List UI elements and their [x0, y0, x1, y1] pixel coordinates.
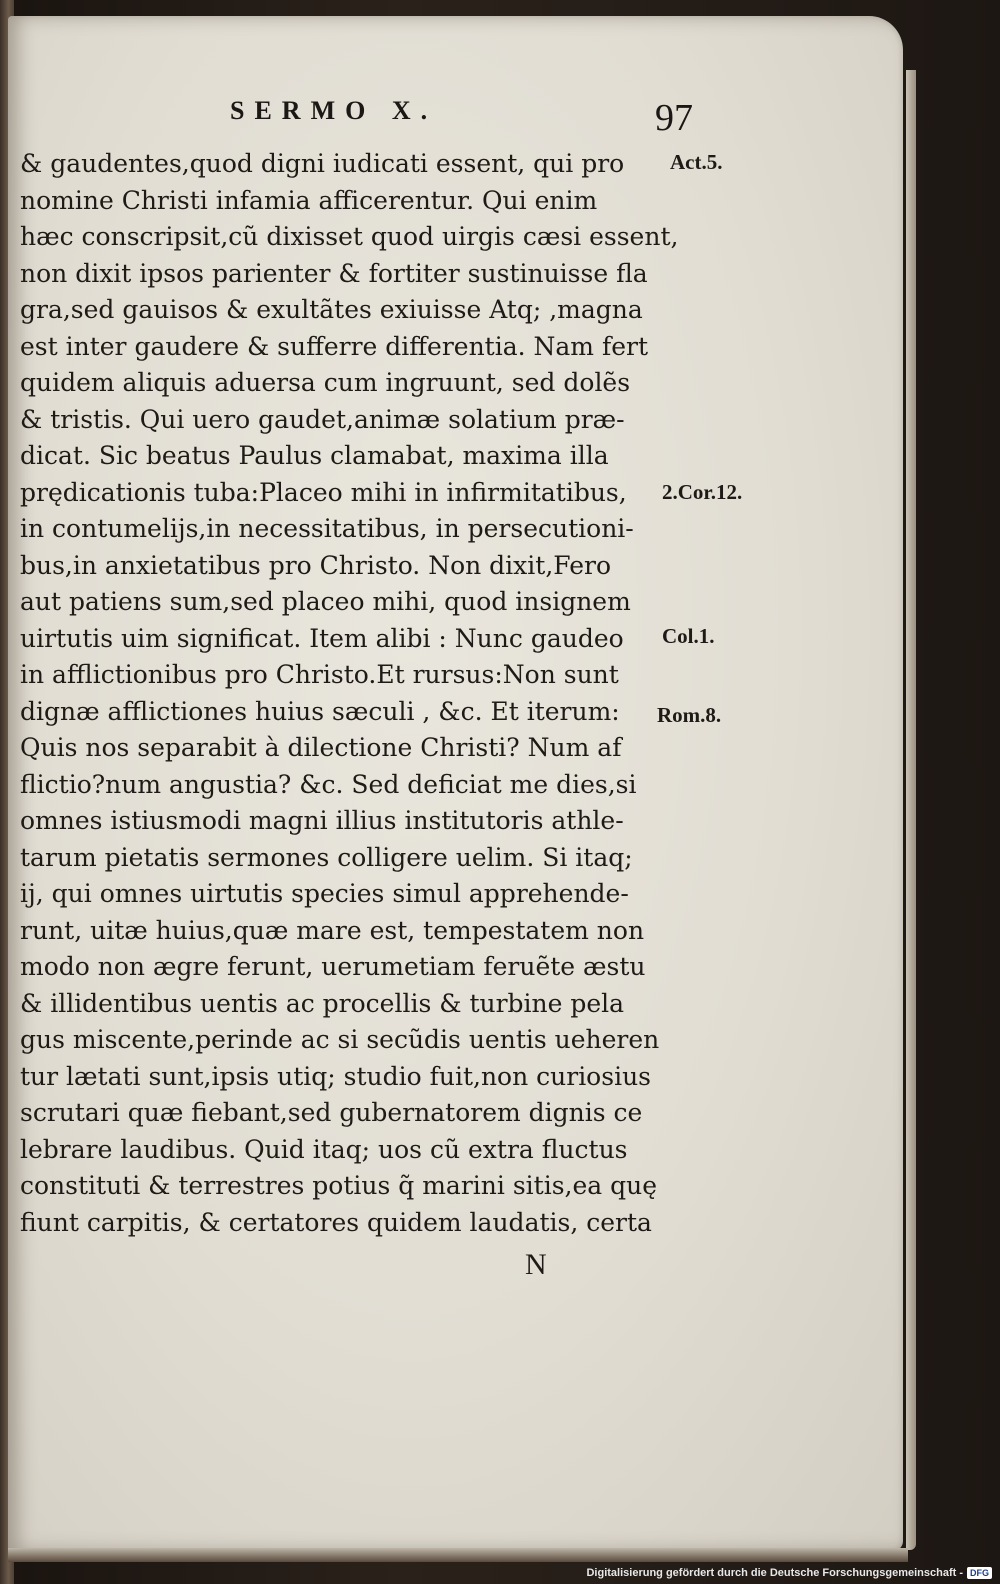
page-number: 97	[655, 97, 693, 139]
page-edge	[906, 70, 916, 1550]
text-line: est inter gaudere & sufferre differentia. Nam fert	[20, 331, 649, 361]
text-line: in contumelijs,in necessitatibus, in persecutioni-	[20, 514, 634, 543]
text-line: nomine Christi infamia afficerentur. Qui enim	[20, 185, 598, 215]
footer-credit: Digitalisierung gefördert durch die Deutsche Forschungsgemeinschaft -	[586, 1567, 963, 1579]
text-line: tarum pietatis sermones colligere uelim. Si itaq;	[20, 842, 633, 872]
body-text	[20, 146, 679, 1241]
text-line: & tristis. Qui uero gaudet,animæ solatium præ-	[20, 404, 625, 434]
text-line: flictio?num angustia? &c. Sed deficiat me dies,si	[20, 769, 637, 799]
book-bottom-edge	[8, 1548, 908, 1562]
text-line: modo non ægre ferunt, uerumetiam feruẽte æstu	[20, 952, 646, 981]
text-line: non dixit ipsos parienter & fortiter sustinuisse fla	[20, 258, 648, 288]
digitization-footer	[586, 1564, 992, 1582]
text-line: fiunt carpitis, & certatores quidem laudatis, certa	[20, 1207, 652, 1237]
marginal-note-acts: Act.5.	[670, 150, 723, 174]
text-line: tur lætati sunt,ipsis utiq; studio fuit,non curiosius	[20, 1061, 651, 1091]
text-line: runt, uitæ huius,quæ mare est, tempestatem non	[20, 915, 645, 945]
text-line: dignæ afflictiones huius sæculi , &c. Et iterum:	[20, 696, 620, 726]
text-line: gra,sed gauisos & exultãtes exiuisse Atq; ,magna	[20, 295, 643, 324]
running-header: SERMO X.	[230, 96, 438, 125]
text-line: uirtutis uim significat. Item alibi : Nunc gaudeo	[20, 623, 624, 653]
text-line: & illidentibus uentis ac procellis & turbine pela	[20, 988, 625, 1018]
text-line: dicat. Sic beatus Paulus clamabat, maxima illa	[20, 441, 609, 470]
marginal-note-colossians: Col.1.	[662, 624, 715, 648]
text-line: quidem aliquis aduersa cum ingruunt, sed dolẽs	[20, 368, 631, 397]
text-line: bus,in anxietatibus pro Christo. Non dixit,Fero	[20, 550, 612, 580]
text-line: & gaudentes,quod digni iudicati essent, qui pro	[20, 149, 625, 178]
text-line: in afflictionibus pro Christo.Et rursus:Non sunt	[20, 660, 619, 689]
marginal-note-corinthians: 2.Cor.12.	[662, 480, 743, 504]
text-line: gus miscente,perinde ac si secũdis uentis ueheren	[20, 1025, 660, 1054]
text-line: Quis nos separabit à dilectione Christi? Num af	[20, 733, 622, 762]
text-line: constituti & terrestres potius q̃ marini sitis,ea quę	[20, 1171, 658, 1200]
text-line: prędicationis tuba:Placeo mihi in infirmitatibus,	[20, 477, 627, 507]
text-line: scrutari quæ fiebant,sed gubernatorem dignis ce	[20, 1098, 643, 1127]
signature-mark: N	[525, 1248, 547, 1281]
text-line: aut patiens sum,sed placeo mihi, quod insignem	[20, 587, 631, 616]
dfg-logo-icon: DFG	[967, 1567, 992, 1579]
text-line: hæc conscripsit,cũ dixisset quod uirgis cæsi essent,	[20, 222, 679, 251]
marginal-note-romans: Rom.8.	[657, 703, 722, 727]
text-line: ij, qui omnes uirtutis species simul apprehende-	[20, 879, 629, 908]
text-line: omnes istiusmodi magni illius institutoris athle-	[20, 806, 624, 835]
text-line: lebrare laudibus. Quid itaq; uos cũ extra fluctus	[20, 1134, 628, 1164]
